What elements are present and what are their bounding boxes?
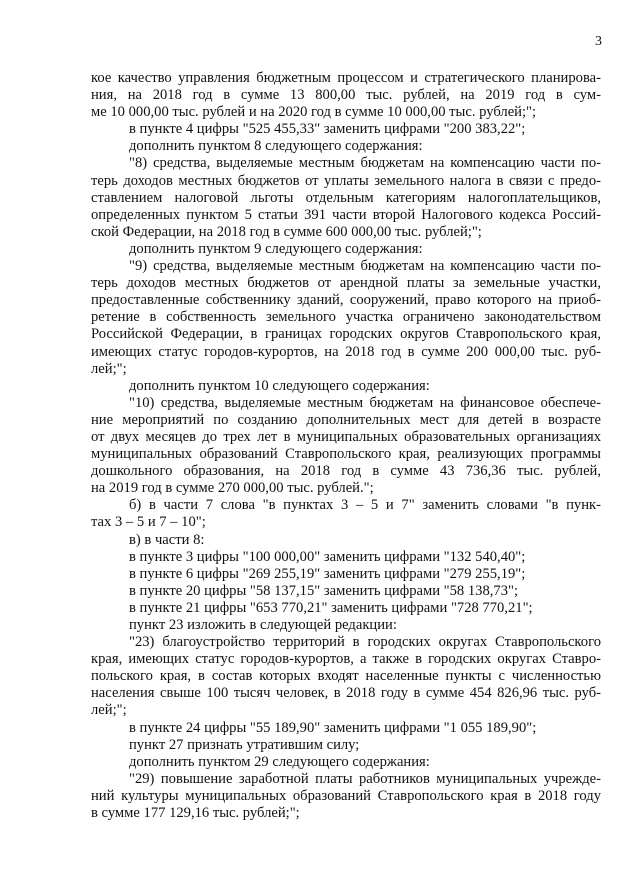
text-line: польского края, в состав которых входят населенные пункты с численностью <box>91 668 601 685</box>
text-line: в пункте 21 цифры "653 770,21" заменить цифрами "728 770,21"; <box>129 599 533 616</box>
text-line: на 2019 год в сумме 270 000,00 тыс. рублей."; <box>91 480 374 497</box>
text-line: в пункте 24 цифры "55 189,90" заменить цифрами "1 055 189,90"; <box>129 719 537 736</box>
text-line: ме 10 000,00 тыс. рублей и на 2020 год в сумме 10 000,00 тыс. рублей;"; <box>91 104 537 121</box>
text-line: дополнить пунктом 10 следующего содержания: <box>129 377 430 394</box>
text-line: имеющих статус городов-курортов, на 2018 год в сумме 200 000,00 тыс. руб- <box>91 343 601 360</box>
text-line: в пункте 4 цифры "525 455,33" заменить цифрами "200 383,22"; <box>129 121 526 138</box>
text-line: терь доходов местных бюджетов от арендной платы за земельные участки, <box>91 275 601 292</box>
text-line: дошкольного образования, на 2018 год в сумме 43 736,36 тыс. рублей, <box>91 463 601 480</box>
text-line: муниципальных образований Ставропольского края, реализующих программы <box>91 446 601 463</box>
text-line: населения свыше 100 тысяч человек, в 2018 году в сумме 454 826,96 тыс. руб- <box>91 685 601 702</box>
text-line: дополнить пунктом 29 следующего содержания: <box>129 753 430 770</box>
text-line: б) в части 7 слова "в пунктах 3 – 5 и 7" заменить словами "в пунк- <box>129 497 601 514</box>
text-line: "9) средства, выделяемые местным бюджетам на компенсацию части по- <box>129 258 601 275</box>
text-line: ставлением налоговой льготы отдельным категориям налогоплательщиков, <box>91 189 601 206</box>
text-line: определенных пунктом 5 статьи 391 части второй Налогового кодекса Россий- <box>91 206 601 223</box>
text-line: лей;"; <box>91 360 127 377</box>
text-line: "8) средства, выделяемые местным бюджетам на компенсацию части по- <box>129 155 601 172</box>
document-body <box>91 70 601 822</box>
text-line: "10) средства, выделяемые местным бюджетам на финансовое обеспече- <box>129 394 601 411</box>
text-line: от двух месяцев до трех лет в муниципальных образовательных организациях <box>91 428 601 445</box>
text-line: ний культуры муниципальных образований Ставропольского края в 2018 году <box>91 787 601 804</box>
text-line: "29) повышение заработной платы работников муниципальных учрежде- <box>129 770 601 787</box>
text-line: края, имеющих статус городов-курортов, а также в городских округах Ставро- <box>91 651 601 668</box>
text-line: в пункте 20 цифры "58 137,15" заменить цифрами "58 138,73"; <box>129 582 519 599</box>
text-line: Российской Федерации, в границах городских округов Ставропольского края, <box>91 326 601 343</box>
text-line: дополнить пунктом 8 следующего содержания: <box>129 138 423 155</box>
text-line: ние мероприятий по созданию дополнительных мест для детей в возрасте <box>91 411 601 428</box>
text-line: в пункте 6 цифры "269 255,19" заменить цифрами "279 255,19"; <box>129 565 526 582</box>
text-line: "23) благоустройство территорий в городских округах Ставропольского <box>129 634 601 651</box>
text-line: ния, на 2018 год в сумме 13 800,00 тыс. рублей, на 2019 год в сум- <box>91 87 601 104</box>
text-line: предоставленные собственнику зданий, сооружений, право которого на приоб- <box>91 292 601 309</box>
text-line: ретение в собственность земельного участка ограничено законодательством <box>91 309 601 326</box>
text-line: в сумме 177 129,16 тыс. рублей;"; <box>91 805 300 822</box>
text-line: пункт 23 изложить в следующей редакции: <box>129 617 397 633</box>
page-number: 3 <box>595 34 602 49</box>
text-line: в) в части 8: <box>129 531 205 548</box>
text-line: дополнить пунктом 9 следующего содержания: <box>129 240 423 257</box>
text-line: в пункте 3 цифры "100 000,00" заменить цифрами "132 540,40"; <box>129 548 526 565</box>
text-line: терь доходов местных бюджетов от уплаты земельного налога в связи с предо- <box>91 172 601 189</box>
text-line: пункт 27 признать утратившим силу; <box>129 736 360 753</box>
text-line: тах 3 – 5 и 7 – 10"; <box>91 514 206 531</box>
text-line: ской Федерации, на 2018 год в сумме 600 000,00 тыс. рублей;"; <box>91 223 482 240</box>
text-line: кое качество управления бюджетным процессом и стратегического планирова- <box>91 70 601 86</box>
text-line: лей;"; <box>91 702 127 719</box>
